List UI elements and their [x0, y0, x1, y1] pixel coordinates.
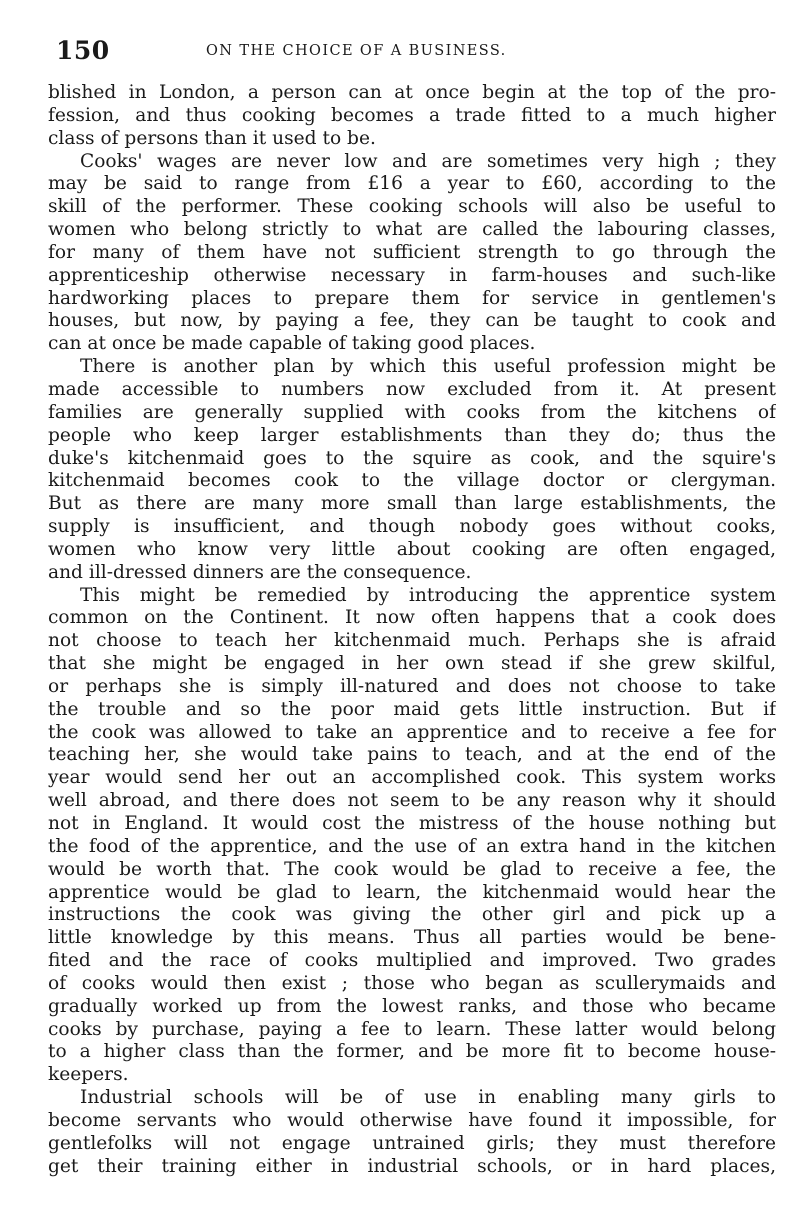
paragraph-first-line: There is another plan by which this useful profession might be: [80, 356, 776, 378]
text-line: made accessible to numbers now excluded from it. At present: [48, 378, 776, 400]
text-line: well abroad, and there does not seem to be any reason why it should: [48, 790, 776, 812]
text-line: apprentice would be glad to learn, the kitchenmaid would hear the: [48, 881, 776, 903]
text-line: of cooks would then exist ; those who began as scullerymaids and: [48, 972, 776, 994]
text-line: instructions the cook was giving the other girl and pick up a: [48, 904, 776, 926]
text-line: kitchenmaid becomes cook to the village doctor or clergyman.: [48, 470, 776, 492]
page-number: 150: [56, 36, 110, 65]
text-line: not choose to teach her kitchenmaid much. Perhaps she is afraid: [48, 630, 776, 652]
text-line: would be worth that. The cook would be glad to receive a fee, the: [48, 858, 776, 880]
text-line: the cook was allowed to take an apprentice and to receive a fee for: [48, 721, 776, 743]
text-line: families are generally supplied with cooks from the kitchens of: [48, 401, 776, 423]
text-line: But as there are many more small than large establishments, the: [48, 493, 776, 515]
text-line: fession, and thus cooking becomes a trade fitted to a much higher: [48, 104, 776, 126]
text-line: and ill-dressed dinners are the consequence.: [48, 561, 472, 583]
text-line: women who know very little about cooking are often engaged,: [48, 538, 776, 560]
text-line: fited and the race of cooks multiplied and improved. Two grades: [48, 950, 776, 972]
paragraph-first-line: This might be remedied by introducing the apprentice system: [80, 584, 776, 606]
text-line: duke's kitchenmaid goes to the squire as cook, and the squire's: [48, 447, 776, 469]
text-line: get their training either in industrial schools, or in hard places,: [48, 1155, 776, 1177]
paragraph-first-line: Cooks' wages are never low and are sometimes very high ; they: [80, 150, 776, 172]
text-line: or perhaps she is simply ill-natured and does not choose to take: [48, 675, 776, 697]
text-line: the food of the apprentice, and the use of an extra hand in the kitchen: [48, 835, 776, 857]
text-line: skill of the performer. These cooking schools will also be useful to: [48, 196, 776, 218]
text-line: year would send her out an accomplished cook. This system works: [48, 767, 776, 789]
text-line: that she might be engaged in her own stead if she grew skilful,: [48, 653, 776, 675]
paragraph-first-line: Industrial schools will be of use in enabling many girls to: [80, 1087, 776, 1109]
running-head: ON THE CHOICE OF A BUSINESS.: [206, 43, 507, 59]
text-line: not in England. It would cost the mistress of the house nothing but: [48, 813, 776, 834]
text-line: class of persons than it used to be.: [48, 127, 376, 149]
text-line: blished in London, a person can at once begin at the top of the pro-: [48, 82, 776, 103]
text-line: women who belong strictly to what are called the labouring classes,: [48, 219, 776, 241]
text-line: may be said to range from £16 a year to £60, according to the: [48, 173, 776, 195]
text-line: common on the Continent. It now often happens that a cook does: [48, 607, 776, 629]
text-line: apprenticeship otherwise necessary in farm-houses and such-like: [48, 264, 776, 286]
text-line: people who keep larger establishments than they do; thus the: [48, 424, 776, 446]
text-line: the trouble and so the poor maid gets little instruction. But if: [48, 698, 776, 720]
text-line: cooks by purchase, paying a fee to learn. These latter would belong: [48, 1018, 776, 1040]
text-line: for many of them have not sufficient strength to go through the: [48, 241, 776, 263]
text-line: gradually worked up from the lowest ranks, and those who became: [48, 995, 776, 1017]
body-text: [48, 82, 776, 1179]
text-line: gentlefolks will not engage untrained girls; they must therefore: [48, 1132, 776, 1154]
text-line: to a higher class than the former, and be more fit to become house-: [48, 1041, 776, 1063]
text-line: can at once be made capable of taking good places.: [48, 333, 536, 355]
text-line: houses, but now, by paying a fee, they can be taught to cook and: [48, 310, 776, 332]
text-line: become servants who would otherwise have found it impossible, for: [48, 1109, 776, 1131]
text-line: keepers.: [48, 1064, 129, 1086]
text-line: hardworking places to prepare them for service in gentlemen's: [48, 287, 776, 309]
text-line: little knowledge by this means. Thus all parties would be bene-: [48, 927, 776, 949]
text-line: teaching her, she would take pains to teach, and at the end of the: [48, 744, 776, 766]
page-header: [52, 36, 772, 66]
text-line: supply is insufficient, and though nobody goes without cooks,: [48, 516, 776, 538]
